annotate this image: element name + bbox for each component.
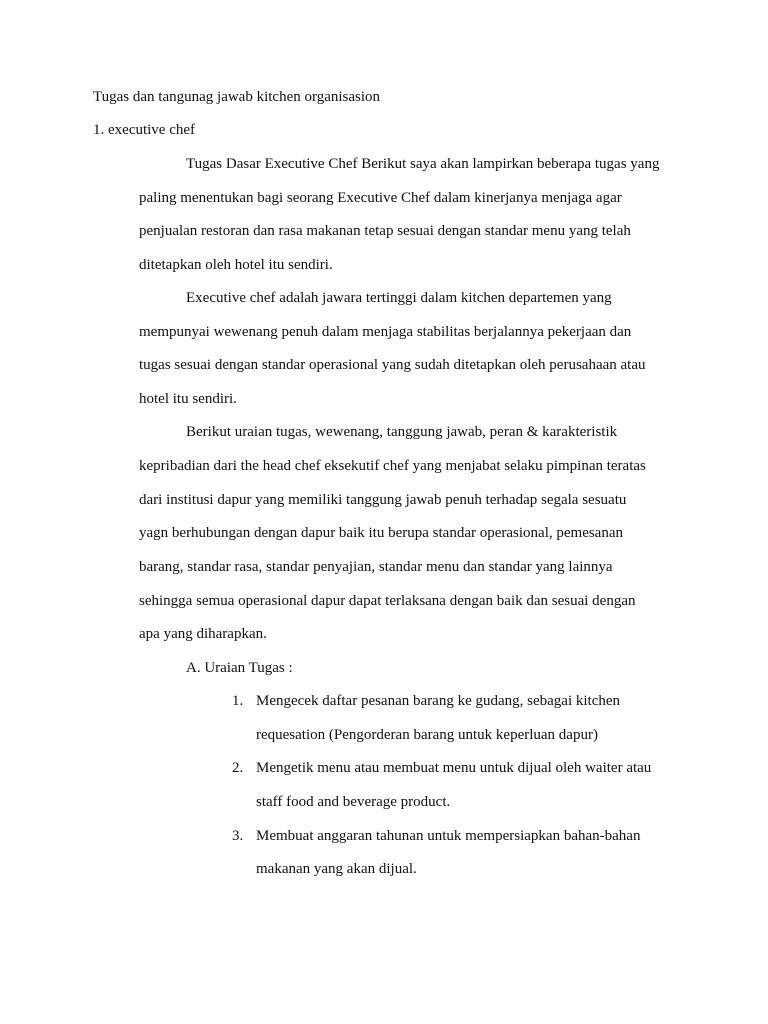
paragraph-line: yagn berhubungan dengan dapur baik itu berupa standar operasional, pemesanan [139, 525, 623, 541]
list-item-line: requesation (Pengorderan barang untuk keperluan dapur) [256, 727, 598, 743]
list-number: 3. [232, 828, 244, 844]
paragraph-line: hotel itu sendiri. [139, 391, 237, 407]
document-heading: Tugas dan tangunag jawab kitchen organisasion [93, 89, 381, 105]
section-title: 1. executive chef [93, 122, 196, 138]
list-item-line: Mengecek daftar pesanan barang ke gudang, sebagai kitchen [256, 693, 621, 709]
list-item-line: Membuat anggaran tahunan untuk mempersiapkan bahan-bahan [256, 828, 641, 844]
paragraph-line: barang, standar rasa, standar penyajian, standar menu dan standar yang lainnya [139, 559, 613, 575]
list-number: 2. [232, 760, 244, 776]
paragraph-line: Tugas Dasar Executive Chef Berikut saya akan lampirkan beberapa tugas yang [186, 156, 660, 172]
paragraph-line: kepribadian dari the head chef eksekutif chef yang menjabat selaku pimpinan teratas [139, 458, 646, 474]
list-number: 1. [232, 693, 244, 709]
list-item-line: Mengetik menu atau membuat menu untuk dijual oleh waiter atau [256, 760, 652, 776]
paragraph-line: tugas sesuai dengan standar operasional yang sudah ditetapkan oleh perusahaan atau [139, 357, 646, 373]
list-item-line: makanan yang akan dijual. [256, 861, 417, 877]
paragraph-line: apa yang diharapkan. [139, 626, 267, 642]
paragraph-line: penjualan restoran dan rasa makanan tetap sesuai dengan standar menu yang telah [139, 223, 631, 239]
paragraph-line: Berikut uraian tugas, wewenang, tanggung jawab, peran & karakteristik [186, 424, 618, 440]
paragraph-line: sehingga semua operasional dapur dapat terlaksana dengan baik dan sesuai dengan [139, 593, 636, 609]
list-item-line: staff food and beverage product. [256, 794, 451, 810]
paragraph-line: dari institusi dapur yang memiliki tanggung jawab penuh terhadap segala sesuatu [139, 492, 627, 508]
subsection-title: A. Uraian Tugas : [186, 660, 293, 676]
paragraph-line: ditetapkan oleh hotel itu sendiri. [139, 257, 333, 273]
paragraph-line: Executive chef adalah jawara tertinggi dalam kitchen departemen yang [186, 290, 612, 306]
paragraph-line: paling menentukan bagi seorang Executive Chef dalam kinerjanya menjaga agar [139, 190, 622, 206]
paragraph-line: mempunyai wewenang penuh dalam menjaga stabilitas berjalannya pekerjaan dan [139, 324, 632, 340]
